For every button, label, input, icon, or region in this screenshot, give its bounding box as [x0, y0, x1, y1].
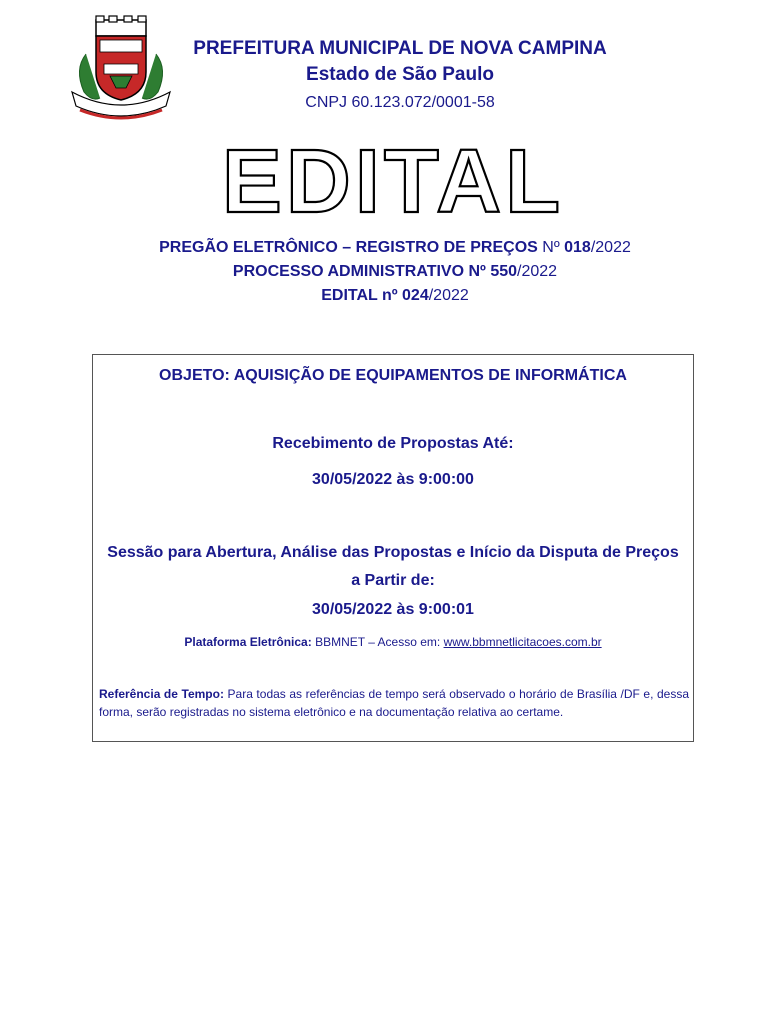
referencia-text: Para todas as referências de tempo será observado o horário de Brasília /DF e, dessa forma, serão registradas no sistema eletrônico e na documentação relativa ao certame. — [99, 687, 690, 719]
cnpj-number: CNPJ 60.123.072/0001-58 — [305, 94, 495, 111]
plataforma-line — [93, 635, 693, 649]
processo-label: PROCESSO ADMINISTRATIVO Nº 550 — [232, 263, 518, 280]
plataforma-text: BBMNET – Acesso em: — [311, 635, 444, 649]
object-details-box — [92, 354, 694, 742]
referencia-label: Referência de Tempo: — [99, 687, 224, 701]
pregao-no: Nº — [537, 239, 565, 256]
edital-number-year: /2022 — [428, 287, 469, 304]
sessao-label: Sessão para Abertura, Análise das Propostas e Início da Disputa de Preços a Partir de: — [107, 544, 679, 589]
pregao-year: /2022 — [590, 239, 631, 256]
objeto-heading: OBJETO: AQUISIÇÃO DE EQUIPAMENTOS DE INFORMÁTICA — [159, 367, 627, 384]
pregao-number: 018 — [564, 239, 591, 256]
edital-heading-text: EDITAL — [221, 138, 565, 218]
edital-number-line — [100, 284, 690, 308]
letterhead — [150, 36, 650, 116]
procurement-references — [100, 236, 690, 308]
pregao-label: PREGÃO ELETRÔNICO – REGISTRO DE PREÇOS — [159, 239, 538, 256]
sessao-datetime: 30/05/2022 às 9:00:01 — [312, 601, 474, 618]
state-name: Estado de São Paulo — [306, 64, 494, 85]
plataforma-link[interactable]: www.bbmnetlicitacoes.com.br — [443, 635, 602, 649]
processo-line — [100, 260, 690, 284]
processo-year: /2022 — [517, 263, 558, 280]
recebimento-label: Recebimento de Propostas Até: — [272, 435, 514, 452]
pregao-line — [100, 236, 690, 260]
municipality-title: PREFEITURA MUNICIPAL DE NOVA CAMPINA — [193, 38, 607, 59]
plataforma-label: Plataforma Eletrônica: — [184, 635, 312, 649]
edital-number-label: EDITAL nº 024 — [321, 287, 429, 304]
edital-heading — [218, 138, 568, 218]
referencia-tempo-paragraph — [99, 685, 689, 721]
recebimento-datetime: 30/05/2022 às 9:00:00 — [312, 471, 474, 488]
